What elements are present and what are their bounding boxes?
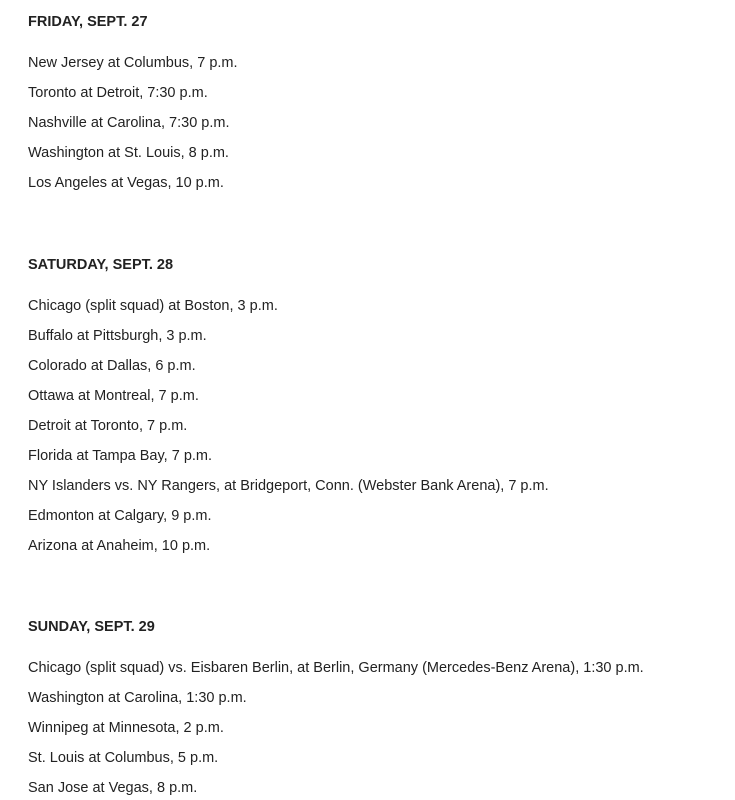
game-item: Winnipeg at Minnesota, 2 p.m. [28, 720, 224, 736]
game-item: New Jersey at Columbus, 7 p.m. [28, 55, 238, 71]
game-item: Washington at St. Louis, 8 p.m. [28, 145, 229, 161]
game-item: Washington at Carolina, 1:30 p.m. [28, 690, 247, 706]
game-item: Los Angeles at Vegas, 10 p.m. [28, 175, 224, 191]
game-item: Nashville at Carolina, 7:30 p.m. [28, 115, 230, 131]
game-list [28, 54, 728, 204]
game-list [28, 659, 728, 800]
game-item: NY Islanders vs. NY Rangers, at Bridgeport, Conn. (Webster Bank Arena), 7 p.m. [28, 478, 549, 494]
day-section-sunday [28, 618, 728, 800]
game-item: Chicago (split squad) at Boston, 3 p.m. [28, 298, 278, 314]
game-item: St. Louis at Columbus, 5 p.m. [28, 750, 219, 766]
day-heading: SATURDAY, SEPT. 28 [28, 257, 174, 273]
game-item: Florida at Tampa Bay, 7 p.m. [28, 448, 213, 464]
day-heading: SUNDAY, SEPT. 29 [28, 619, 155, 635]
game-item: San Jose at Vegas, 8 p.m. [28, 780, 198, 796]
day-heading: FRIDAY, SEPT. 27 [28, 14, 148, 30]
game-item: Chicago (split squad) vs. Eisbaren Berlin, at Berlin, Germany (Mercedes-Benz Arena), 1:30 p.m. [28, 660, 644, 676]
game-item: Ottawa at Montreal, 7 p.m. [28, 388, 199, 404]
game-item: Colorado at Dallas, 6 p.m. [28, 358, 196, 374]
game-item: Detroit at Toronto, 7 p.m. [28, 418, 188, 434]
game-item: Buffalo at Pittsburgh, 3 p.m. [28, 328, 207, 344]
game-item: Toronto at Detroit, 7:30 p.m. [28, 85, 208, 101]
game-list [28, 297, 728, 567]
day-section-saturday [28, 256, 728, 567]
day-section-friday [28, 13, 728, 204]
game-item: Arizona at Anaheim, 10 p.m. [28, 538, 211, 554]
game-item: Edmonton at Calgary, 9 p.m. [28, 508, 212, 524]
